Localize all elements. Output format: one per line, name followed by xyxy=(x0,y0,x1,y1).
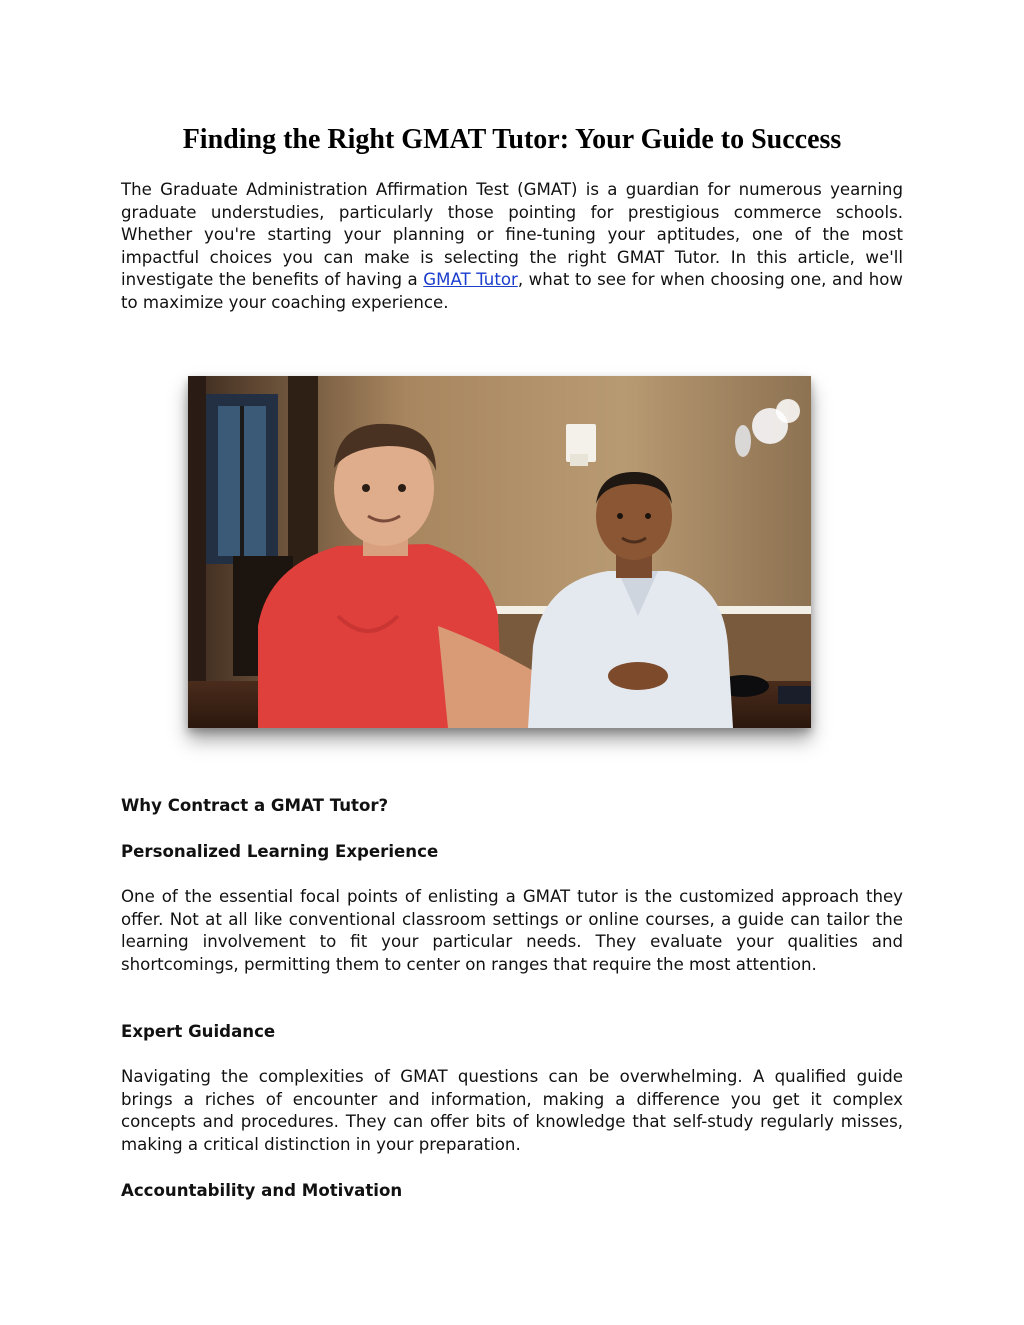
intro-paragraph xyxy=(121,179,903,315)
section-body-personalized-learning: One of the essential focal points of enlisting a GMAT tutor is the customized approach they offer. Not at all like conventional classroom settings or online courses, a guide can tailor the learning involvement to fit your particular needs. They evaluate your qualities and shortcomings, permitting them to center on ranges that require the most attention. xyxy=(121,887,903,974)
tutor-student-photo xyxy=(188,376,811,728)
document-title: Finding the Right GMAT Tutor: Your Guide to Success xyxy=(182,124,842,155)
section-heading-accountability: Accountability and Motivation xyxy=(121,1181,403,1200)
section-heading-expert-guidance: Expert Guidance xyxy=(121,1022,276,1041)
gmat-tutor-link[interactable]: GMAT Tutor xyxy=(423,270,518,290)
intro-text-before-link: The Graduate Administration Affirmation Test (GMAT) is a guardian for numerous yearning graduate understudies, particularly those pointing for prestigious commerce schools. Whether you're starting your planning or fine-tuning your aptitudes, one of the most impactful choices you can make is selecting the right GMAT Tutor. In this article, we'll investigate the benefits of having a xyxy=(121,180,903,290)
section-heading-personalized-learning: Personalized Learning Experience xyxy=(121,842,439,861)
section-heading-why-contract: Why Contract a GMAT Tutor? xyxy=(121,796,389,815)
photo-tutor-and-student-icon xyxy=(188,376,811,728)
intro-text-after-link: , what to see for when choosing one, and how to maximize your coaching experience. xyxy=(121,270,903,312)
section-body-expert-guidance: Navigating the complexities of GMAT questions can be overwhelming. A qualified guide brings a riches of encounter and information, making a difference you get it complex concepts and procedures. They can offer bits of knowledge that self-study regularly misses, making a critical distinction in your preparation. xyxy=(121,1067,903,1154)
